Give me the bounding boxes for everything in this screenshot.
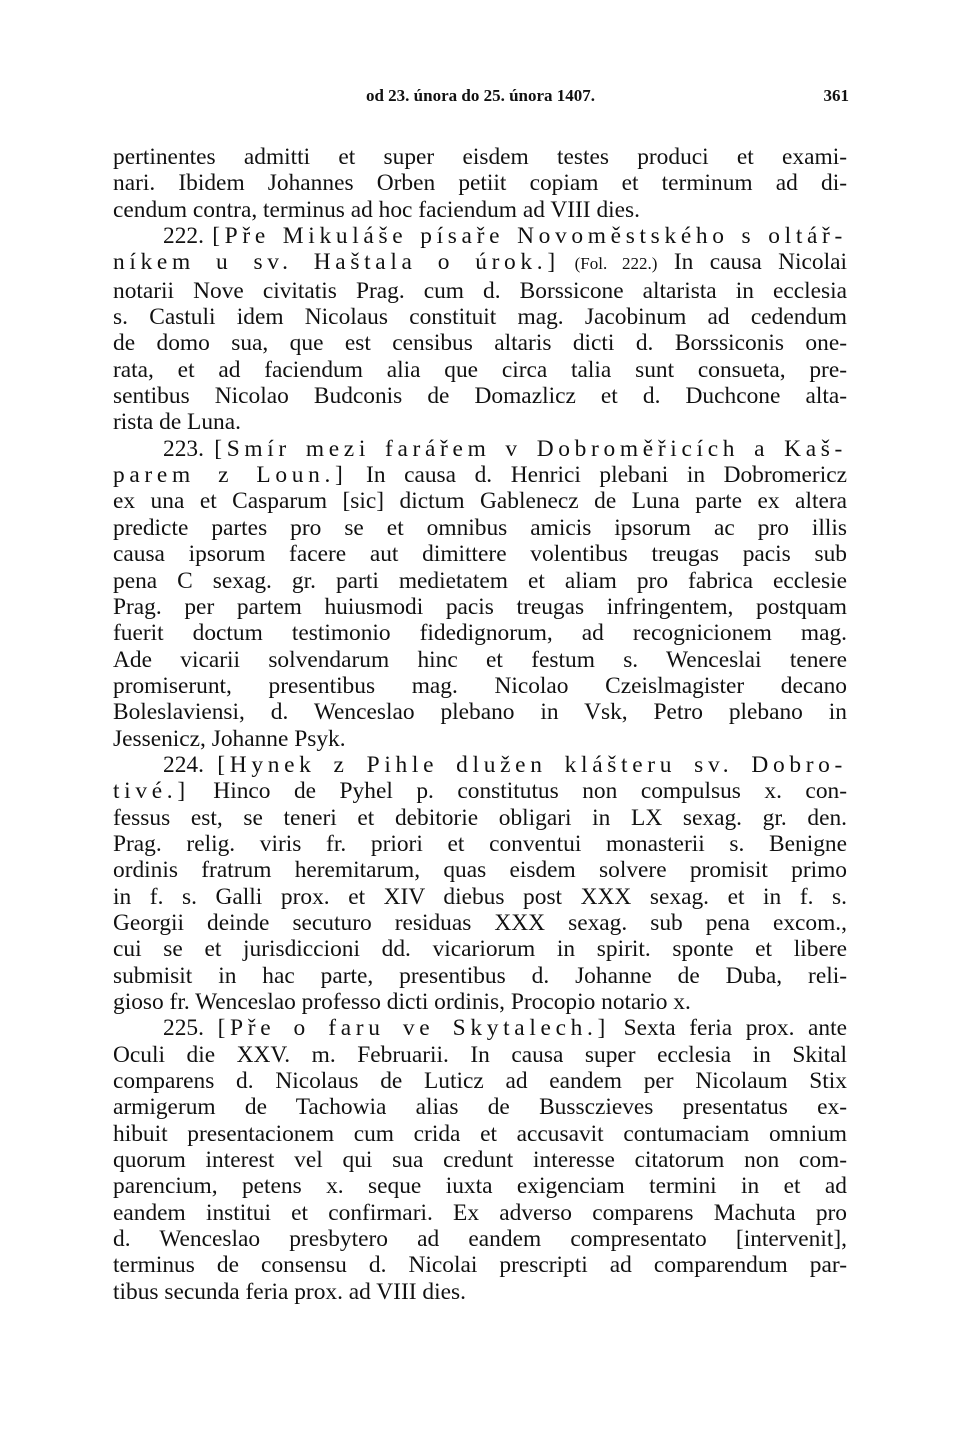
text-segment: hibuit presentacionem cum crida et accusavit contumaciam omnium bbox=[113, 1120, 847, 1147]
text-line bbox=[113, 197, 847, 223]
text-segment: parencium, petens x. seque iuxta exigenciam termini in et ad bbox=[113, 1173, 847, 1200]
text-segment: 223. bbox=[163, 435, 215, 462]
text-line bbox=[113, 1226, 847, 1252]
text-line bbox=[113, 568, 847, 594]
running-header bbox=[112, 86, 849, 110]
text-line bbox=[113, 383, 847, 409]
text-line bbox=[113, 805, 847, 831]
text-segment: 225. bbox=[163, 1015, 218, 1042]
text-segment: rata, et ad faciendum alia que circa talia sunt consueta, pre- bbox=[113, 356, 847, 383]
text-line bbox=[113, 541, 847, 567]
text-segment: Jessenicz, Johanne Psyk. bbox=[113, 725, 346, 752]
text-line bbox=[113, 170, 847, 196]
text-line bbox=[113, 989, 847, 1015]
page-number: 361 bbox=[823, 86, 849, 105]
text-segment: submisit in hac parte, presentibus d. Johanne de Duba, reli- bbox=[113, 962, 847, 989]
text-line bbox=[113, 673, 847, 699]
text-segment: quorum interest vel qui sua credunt interesse citatorum non com- bbox=[113, 1147, 847, 1174]
text-segment: Oculi die XXV. m. Februarii. In causa super ecclesia in Skital bbox=[113, 1041, 847, 1068]
text-segment: predicte partes pro se et omnibus amicis ipsorum ac pro illis bbox=[113, 514, 847, 541]
text-line bbox=[113, 1121, 847, 1147]
text-segment: fuerit doctum testimonio fidedignorum, ad recognicionem mag. bbox=[113, 620, 847, 647]
text-line bbox=[113, 330, 847, 356]
folio-reference: (Fol. 222.) bbox=[559, 254, 658, 274]
text-segment: Ade vicarii solvendarum hinc et festum s. Wenceslai tenere bbox=[113, 646, 847, 673]
text-segment: gioso fr. Wenceslao professo dicti ordinis, Procopio notario x. bbox=[113, 989, 691, 1015]
spaced-heading-text: níkem u sv. Haštala o úrok.] bbox=[113, 249, 560, 276]
text-segment: tibus secunda feria prox. ad VIII dies. bbox=[113, 1278, 466, 1305]
paragraph bbox=[113, 436, 847, 752]
text-line bbox=[113, 1042, 847, 1068]
spaced-heading-text: [Pře o faru ve Skytalech.] bbox=[217, 1015, 611, 1042]
text-segment: cendum contra, terminus ad hoc faciendum ad VIII dies. bbox=[113, 196, 640, 223]
text-body bbox=[113, 144, 847, 1305]
text-segment: Sexta feria prox. ante bbox=[610, 1015, 847, 1042]
text-line bbox=[113, 1094, 847, 1120]
text-line bbox=[113, 752, 847, 778]
text-segment: Prag. relig. viris fr. priori et conventui monasterii s. Benigne bbox=[113, 830, 847, 857]
text-segment: ordinis fratrum heremitarum, quas eisdem solvere promisit primo bbox=[113, 857, 847, 884]
text-segment: comparens d. Nicolaus de Luticz ad eandem per Nicolaum Stix bbox=[113, 1068, 847, 1095]
text-segment: Prag. per partem huiusmodi pacis treugas infringentem, postquam bbox=[113, 593, 847, 620]
text-line bbox=[113, 462, 847, 488]
text-line bbox=[113, 223, 847, 249]
spaced-heading-text: tivé.] bbox=[113, 778, 190, 805]
paragraph bbox=[113, 1015, 847, 1305]
text-segment: de domo sua, que est censibus altaris dicti d. Borssiconis one- bbox=[113, 330, 847, 357]
text-segment: cui se et jurisdiccioni dd. vicariorum in spirit. sponte et libere bbox=[113, 936, 847, 963]
text-line bbox=[113, 857, 847, 883]
text-segment: In causa Nicolai bbox=[657, 249, 847, 276]
text-segment: causa ipsorum facere aut dimittere volentibus treugas pacis sub bbox=[113, 541, 847, 568]
spaced-heading-text: [Pře Mikuláše písaře Novoměstského s oltář- bbox=[212, 223, 847, 250]
text-line bbox=[113, 1015, 847, 1041]
text-segment: pertinentes admitti et super eisdem testes produci et exami- bbox=[113, 144, 847, 170]
paragraph bbox=[113, 144, 847, 223]
text-line bbox=[113, 515, 847, 541]
text-segment: nari. Ibidem Johannes Orben petiit copiam et terminum ad di- bbox=[113, 170, 847, 197]
text-line bbox=[113, 488, 847, 514]
text-segment: promiserunt, presentibus mag. Nicolao Czeislmagister decano bbox=[113, 672, 847, 699]
text-line bbox=[113, 620, 847, 646]
text-segment: rista de Luna. bbox=[113, 409, 241, 436]
text-line bbox=[113, 1200, 847, 1226]
text-line bbox=[113, 647, 847, 673]
text-line bbox=[113, 884, 847, 910]
text-line bbox=[113, 357, 847, 383]
text-segment: armigerum de Tachowia alias de Bussczieves presentatus ex- bbox=[113, 1094, 847, 1121]
spaced-heading-text: [Hynek z Pihle dlužen klášteru sv. Dobro- bbox=[217, 751, 848, 778]
text-segment: notarii Nove civitatis Prag. cum d. Borssicone altarista in ecclesia bbox=[113, 277, 847, 304]
text-segment: Boleslaviensi, d. Wenceslao plebano in Vsk, Petro plebano in bbox=[113, 699, 847, 726]
text-line bbox=[113, 1252, 847, 1278]
text-line bbox=[113, 1147, 847, 1173]
text-line bbox=[113, 144, 847, 170]
text-line bbox=[113, 409, 847, 435]
text-line bbox=[113, 963, 847, 989]
text-segment: ex una et Casparum [sic] dictum Gablenecz de Luna parte ex altera bbox=[113, 488, 847, 515]
text-line bbox=[113, 699, 847, 725]
text-segment: s. Castuli idem Nicolaus constituit mag. Jacobinum ad cedendum bbox=[113, 304, 847, 331]
text-line bbox=[113, 1279, 847, 1305]
text-segment: in f. s. Galli prox. et XIV diebus post XXX sexag. et in f. s. bbox=[113, 883, 847, 910]
text-line bbox=[113, 436, 847, 462]
text-line bbox=[113, 936, 847, 962]
text-line bbox=[113, 304, 847, 330]
text-segment: 222. bbox=[163, 223, 213, 250]
text-line bbox=[113, 278, 847, 304]
text-line bbox=[113, 249, 847, 277]
paragraph bbox=[113, 752, 847, 1015]
spaced-heading-text: [Smír mezi farářem v Dobroměřicích a Kaš- bbox=[214, 435, 848, 462]
header-title: od 23. února do 25. února 1407. bbox=[365, 86, 596, 105]
text-segment: fessus est, se teneri et debitorie obligari in LX sexag. gr. den. bbox=[113, 804, 847, 831]
text-line bbox=[113, 726, 847, 752]
paragraph bbox=[113, 223, 847, 436]
text-line bbox=[113, 1068, 847, 1094]
text-line bbox=[113, 910, 847, 936]
text-segment: terminus de consensu d. Nicolai prescripti ad comparendum par- bbox=[113, 1252, 847, 1279]
text-line bbox=[113, 1173, 847, 1199]
text-segment: sentibus Nicolao Budconis de Domazlicz et d. Duchcone alta- bbox=[113, 383, 847, 410]
text-line bbox=[113, 831, 847, 857]
text-segment: 224. bbox=[163, 751, 218, 778]
text-segment: d. Wenceslao presbytero ad eandem compresentato [intervenit], bbox=[113, 1226, 847, 1253]
text-line bbox=[113, 778, 847, 804]
spaced-heading-text: parem z Loun.] bbox=[113, 462, 348, 489]
text-line bbox=[113, 594, 847, 620]
text-segment: In causa d. Henrici plebani in Dobromericz bbox=[347, 462, 847, 489]
text-segment: pena C sexag. gr. parti medietatem et aliam pro fabrica ecclesie bbox=[113, 567, 847, 594]
text-segment: Hinco de Pyhel p. constitutus non compulsus x. con- bbox=[189, 778, 847, 805]
text-segment: Georgii deinde secuturo residuas XXX sexag. sub pena excom., bbox=[113, 909, 847, 936]
text-segment: eandem institui et confirmari. Ex adverso comparens Machuta pro bbox=[113, 1199, 847, 1226]
